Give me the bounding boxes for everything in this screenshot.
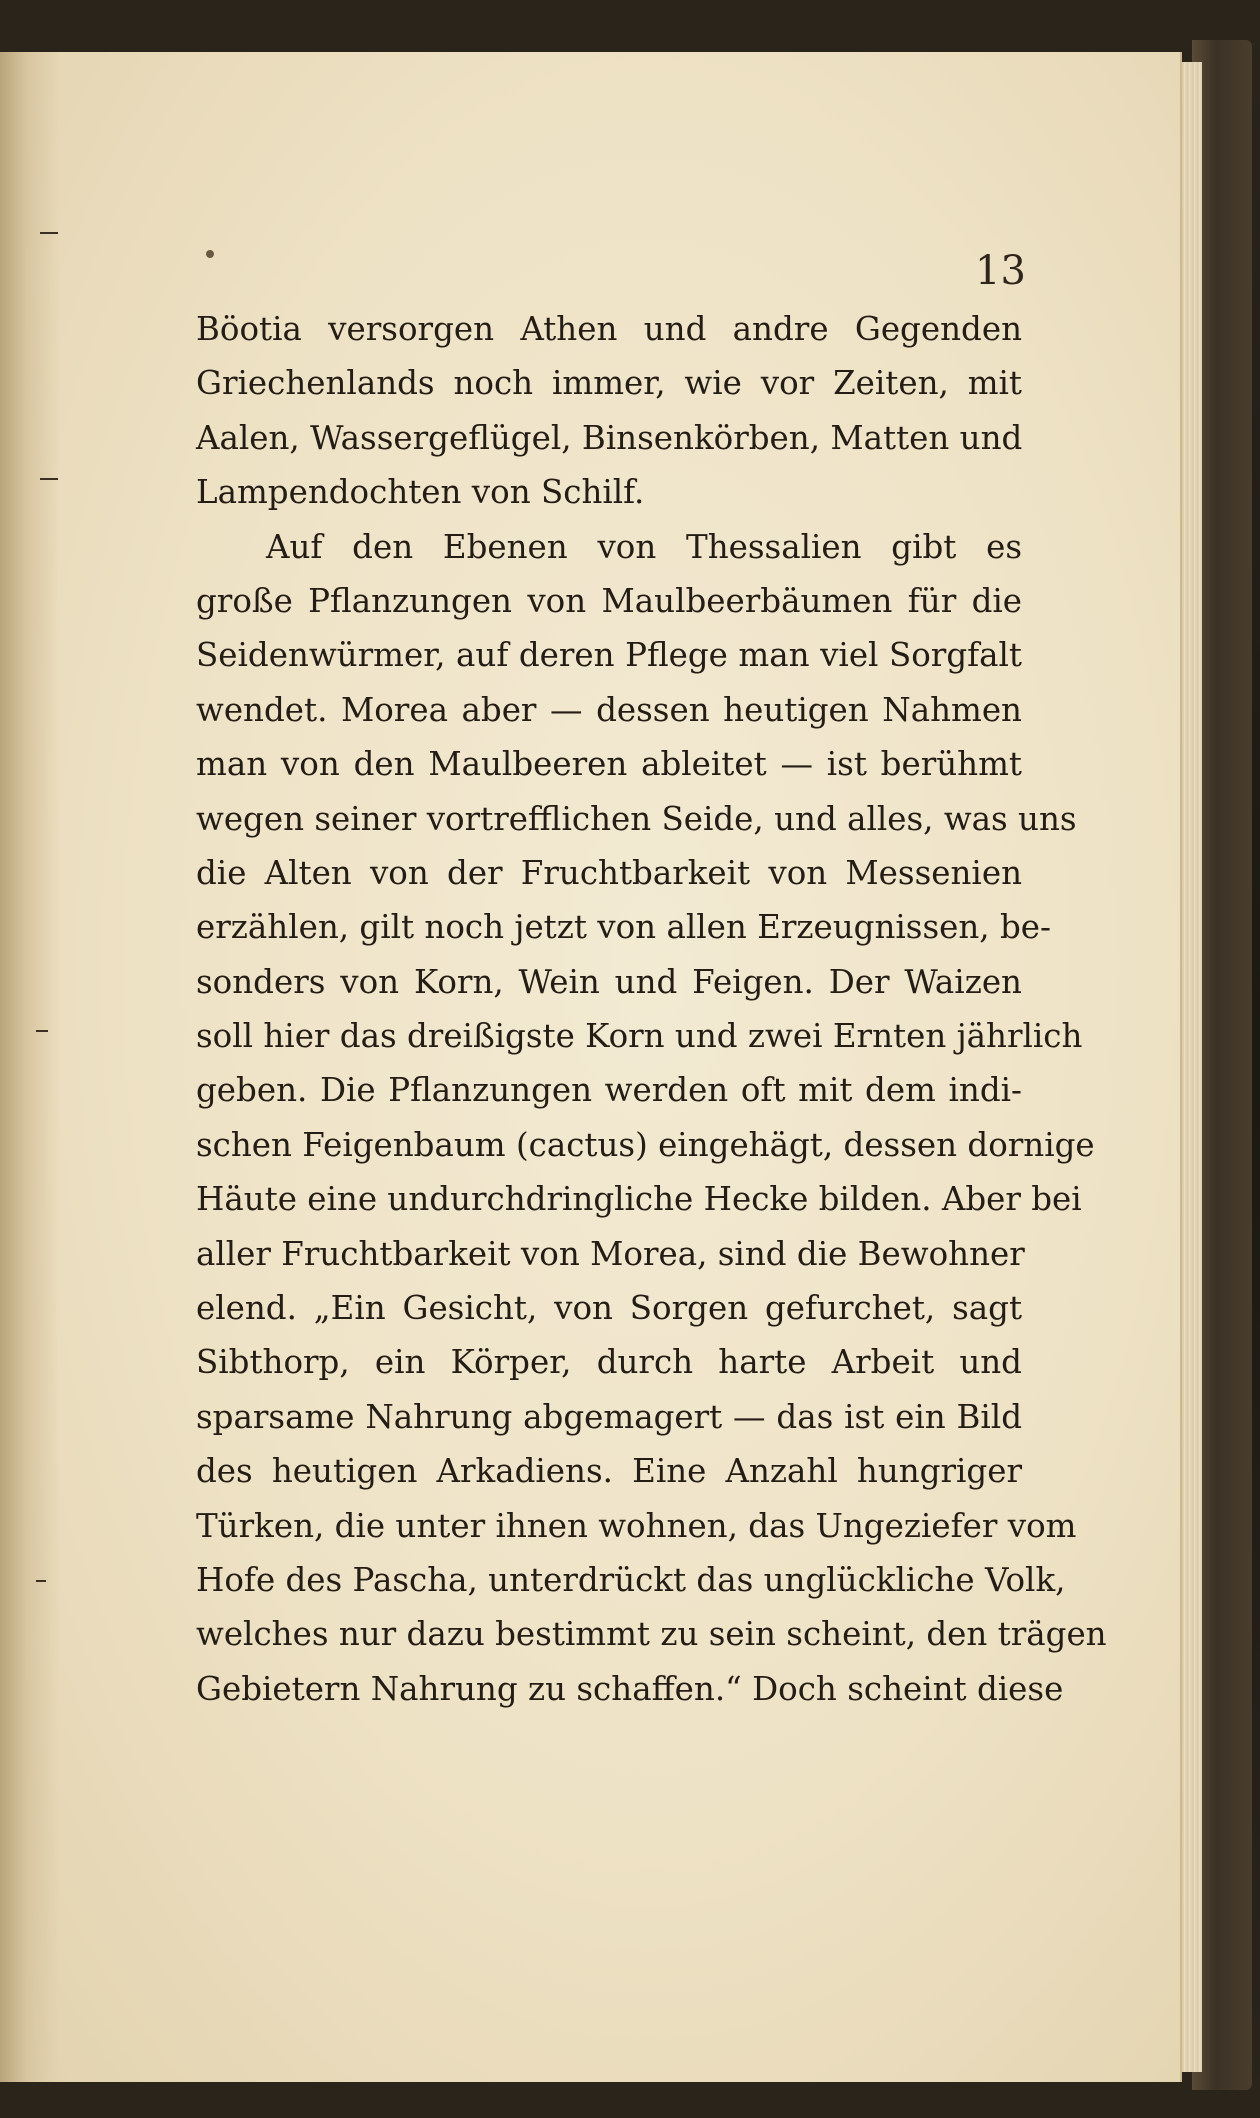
text-line: Aalen, Wassergeflügel, Binsenkörben, Matten und (196, 418, 1023, 457)
body-text (196, 302, 1107, 1716)
binding-thread-mark (36, 1030, 48, 1032)
binding-thread-mark (36, 1580, 46, 1582)
text-line: elend. „Ein Gesicht, von Sorgen gefurchet, sagt (196, 1289, 1022, 1328)
text-line: soll hier das dreißigste Korn und zwei Ernten jährlich (196, 1017, 1083, 1056)
page-gutter-shadow (0, 52, 60, 2082)
ink-speck (206, 250, 214, 258)
binding-thread-mark (40, 232, 58, 234)
text-line: die Alten von der Fruchtbarkeit von Messenien (196, 853, 1022, 892)
text-line: welches nur dazu bestimmt zu sein scheint, den trägen (196, 1615, 1107, 1654)
text-line: geben. Die Pflanzungen werden oft mit dem indi- (196, 1071, 1022, 1110)
text-line: Griechenlands noch immer, wie vor Zeiten, mit (196, 364, 1022, 403)
text-line: des heutigen Arkadiens. Eine Anzahl hungriger (196, 1452, 1022, 1491)
text-line: aller Fruchtbarkeit von Morea, sind die Bewohner (196, 1234, 1025, 1273)
text-line: sonders von Korn, Wein und Feigen. Der Waizen (196, 962, 1022, 1001)
text-line: Hofe des Pascha, unterdrückt das unglückliche Volk, (196, 1560, 1066, 1599)
text-line: Auf den Ebenen von Thessalien gibt es (266, 527, 1022, 566)
text-line: Häute eine undurchdringliche Hecke bilden. Aber bei (196, 1180, 1082, 1219)
text-line: wendet. Morea aber — dessen heutigen Nahmen (196, 690, 1022, 729)
text-line: Böotia versorgen Athen und andre Gegenden (196, 310, 1022, 348)
text-line: Seidenwürmer, auf deren Pflege man viel Sorgfalt (196, 636, 1022, 675)
binding-thread-mark (40, 478, 58, 480)
text-line: Gebietern Nahrung zu schaffen.“ Doch scheint diese (196, 1669, 1064, 1708)
text-line: schen Feigenbaum (cactus) eingehägt, dessen dornige (196, 1125, 1095, 1164)
text-line: sparsame Nahrung abgemagert — das ist ein Bild (196, 1397, 1022, 1436)
text-line: große Pflanzungen von Maulbeerbäumen für die (196, 581, 1022, 620)
text-line: Türken, die unter ihnen wohnen, das Ungeziefer vom (196, 1506, 1077, 1545)
text-line: man von den Maulbeeren ableitet — ist berühmt (196, 745, 1022, 784)
text-line: erzählen, gilt noch jetzt von allen Erzeugnissen, be- (196, 908, 1051, 947)
text-line: Sibthorp, ein Körper, durch harte Arbeit und (196, 1343, 1022, 1382)
text-line: Lampendochten von Schilf. (196, 473, 645, 512)
page-number: 13 (975, 248, 1026, 294)
text-line: wegen seiner vortrefflichen Seide, und alles, was uns (196, 799, 1077, 838)
